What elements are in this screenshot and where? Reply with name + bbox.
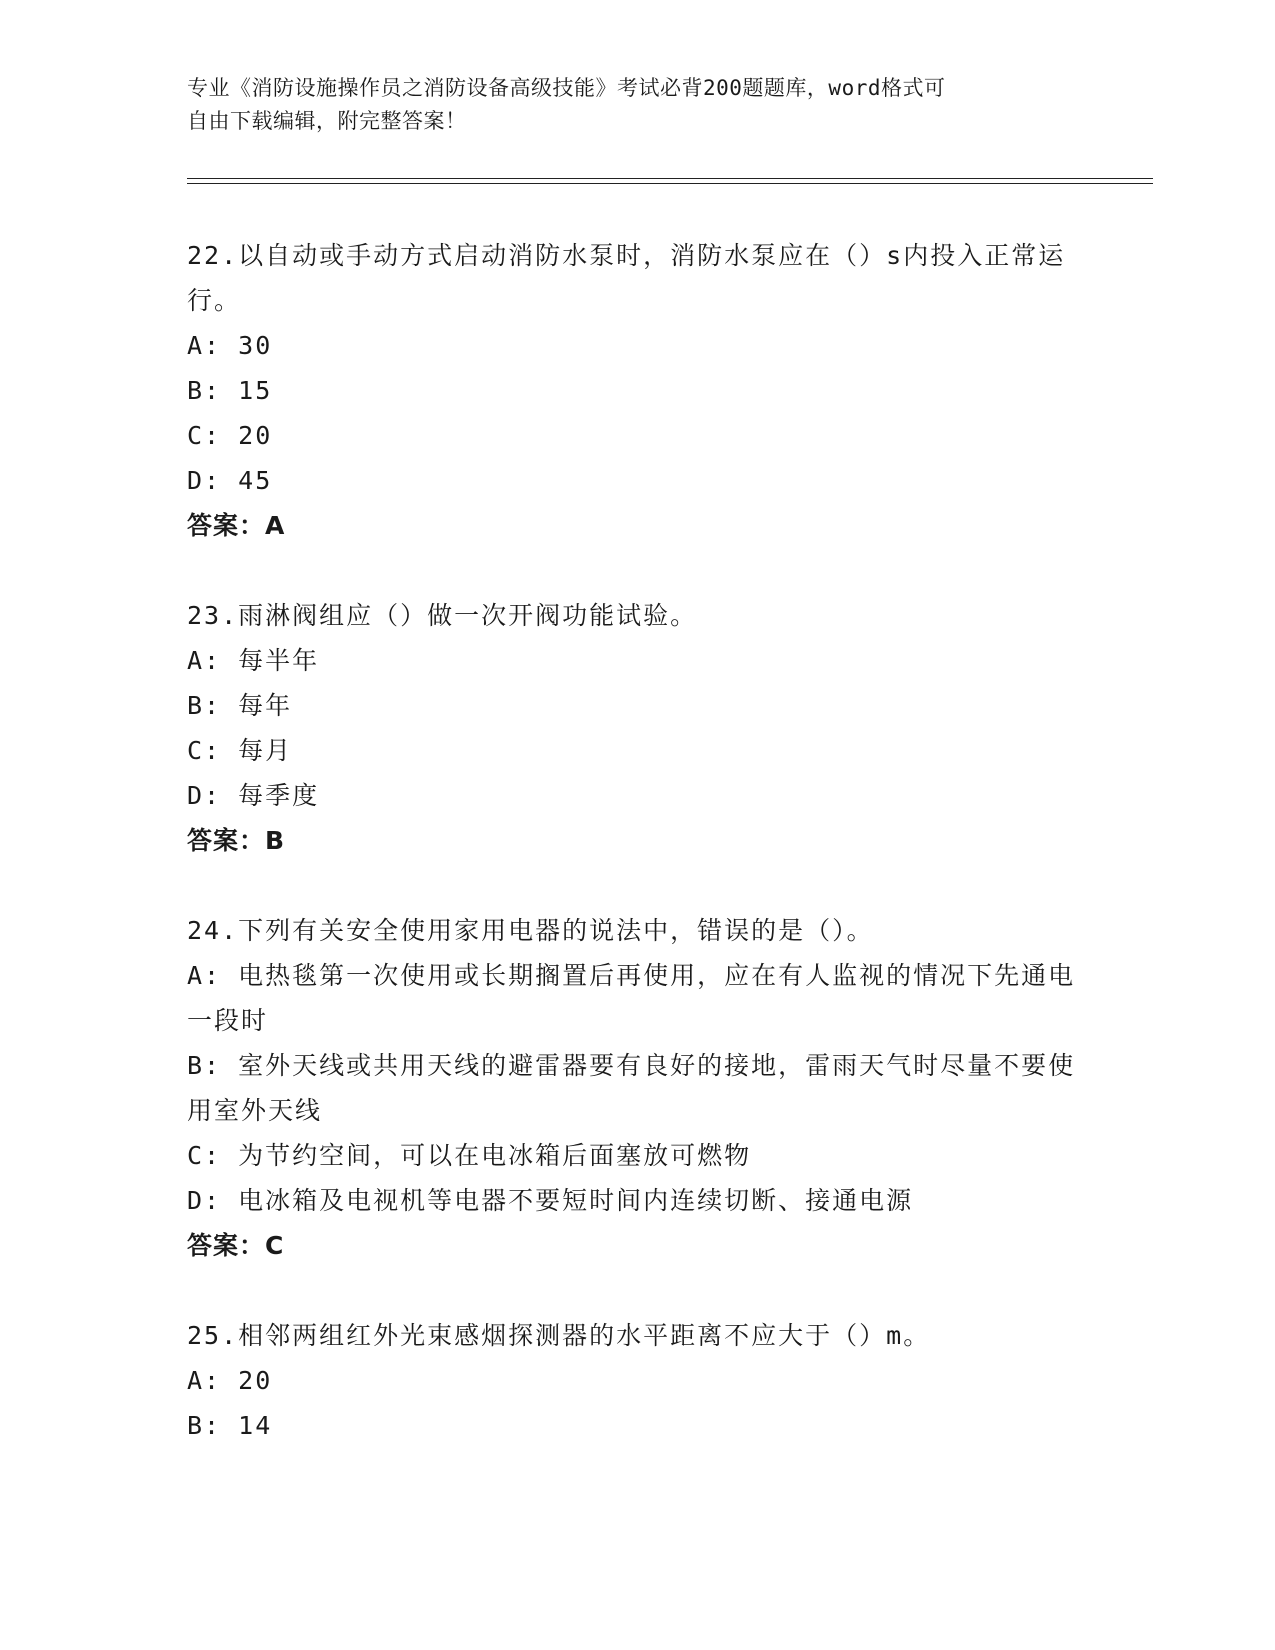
option-b: B: 15 — [187, 376, 273, 405]
question-text: 22.以自动或手动方式启动消防水泵时，消防水泵应在（）s内投入正常运行。 — [187, 241, 1066, 315]
option-b: B: 每年 — [187, 691, 293, 720]
answer: 答案：A — [187, 511, 286, 540]
question-list — [187, 233, 1077, 1493]
header-line-2: 自由下载编辑，附完整答案！ — [187, 109, 467, 133]
option-d: D: 每季度 — [187, 781, 320, 810]
option-c: C: 每月 — [187, 736, 293, 765]
header-divider-top — [187, 178, 1153, 179]
option-a: A: 30 — [187, 331, 273, 360]
question-text: 25.相邻两组红外光束感烟探测器的水平距离不应大于（）m。 — [187, 1321, 931, 1350]
question-24 — [187, 908, 1077, 1268]
option-b: B: 室外天线或共用天线的避雷器要有良好的接地，雷雨天气时尽量不要使用室外天线 — [187, 1051, 1076, 1125]
option-c: C: 20 — [187, 421, 273, 450]
question-25 — [187, 1313, 1077, 1448]
option-d: D: 电冰箱及电视机等电器不要短时间内连续切断、接通电源 — [187, 1186, 914, 1215]
document-header — [187, 72, 1067, 138]
header-line-1: 专业《消防设施操作员之消防设备高级技能》考试必背200题题库，word格式可 — [187, 76, 946, 100]
answer: 答案：C — [187, 1231, 285, 1260]
header-divider-bottom — [187, 183, 1153, 184]
question-text: 23.雨淋阀组应（）做一次开阀功能试验。 — [187, 601, 698, 630]
option-a: A: 20 — [187, 1366, 273, 1395]
option-a: A: 每半年 — [187, 646, 320, 675]
question-23 — [187, 593, 1077, 863]
option-a: A: 电热毯第一次使用或长期搁置后再使用，应在有人监视的情况下先通电一段时 — [187, 961, 1076, 1035]
option-d: D: 45 — [187, 466, 273, 495]
answer: 答案：B — [187, 826, 286, 855]
option-b: B: 14 — [187, 1411, 273, 1440]
question-text: 24.下列有关安全使用家用电器的说法中，错误的是（）。 — [187, 916, 874, 945]
question-22 — [187, 233, 1077, 548]
option-c: C: 为节约空间，可以在电冰箱后面塞放可燃物 — [187, 1141, 752, 1170]
